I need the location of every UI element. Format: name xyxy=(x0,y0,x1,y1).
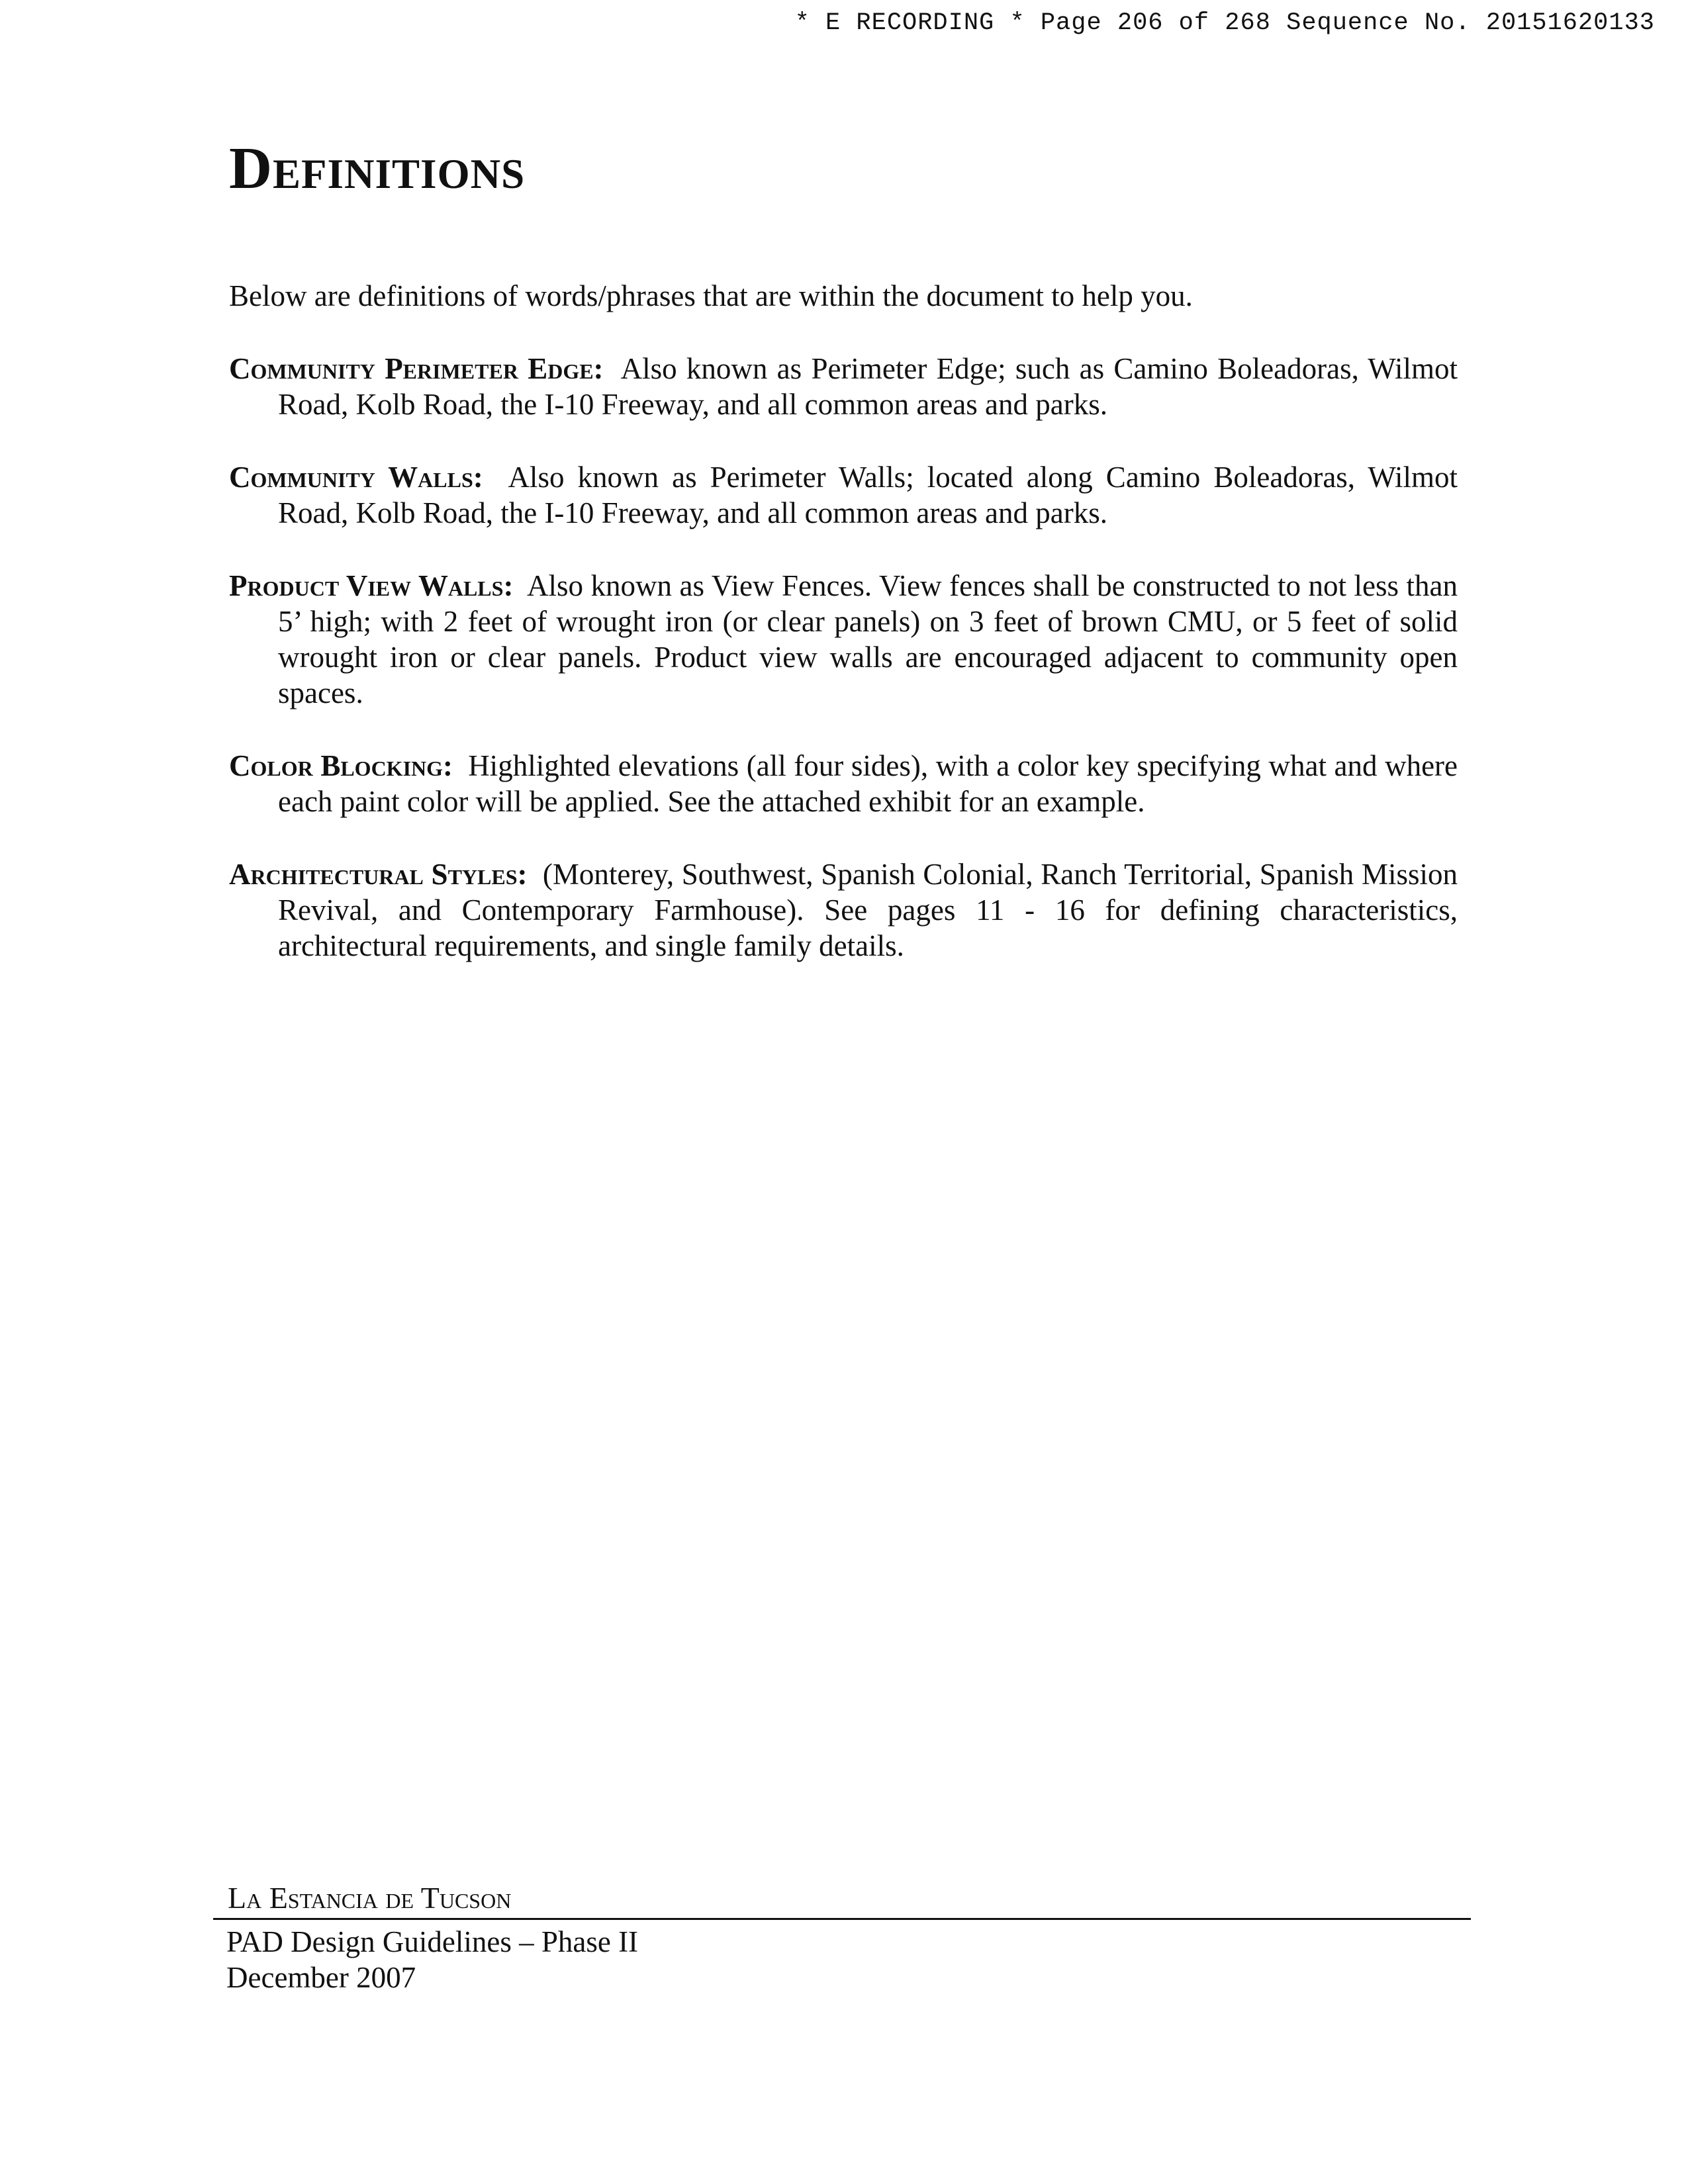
footer-project-name: La Estancia de Tucson xyxy=(228,1881,512,1915)
definition-text: Also known as Perimeter Edge; such as Camino Boleadoras, Wilmot Road, Kolb Road, the I-10 Freeway, and all common areas and parks. xyxy=(278,352,1458,421)
definition-term: Product View Walls: xyxy=(229,569,514,602)
definition-community-walls xyxy=(229,459,1458,531)
footer-document-name: PAD Design Guidelines – Phase II xyxy=(226,1925,639,1958)
definitions-list xyxy=(229,351,1458,1001)
recording-stamp: * E RECORDING * Page 206 of 268 Sequence No. 20151620133 xyxy=(794,9,1655,37)
footer-date: December 2007 xyxy=(226,1961,416,1994)
definition-term: Architectural Styles: xyxy=(229,858,528,891)
definition-text: Also known as Perimeter Walls; located along Camino Boleadoras, Wilmot Road, Kolb Road, the I-10 Freeway, and all common areas and parks. xyxy=(278,461,1458,529)
definition-product-view-walls xyxy=(229,568,1458,711)
definition-architectural-styles xyxy=(229,856,1458,964)
definition-community-perimeter-edge xyxy=(229,351,1458,422)
footer-divider xyxy=(213,1918,1471,1920)
definition-color-blocking xyxy=(229,748,1458,819)
definition-text: Highlighted elevations (all four sides), with a color key specifying what and where each paint color will be applied. See the attached exhibit for an example. xyxy=(278,749,1458,818)
definition-text: Also known as View Fences. View fences shall be constructed to not less than 5’ high; with 2 feet of wrought iron (or clear panels) on 3 feet of brown CMU, or 5 feet of solid wrought iron or clear panels. Product view walls are encouraged adjacent to community open spaces. xyxy=(278,569,1458,709)
page-footer xyxy=(225,1880,1470,1995)
definition-term: Community Walls: xyxy=(229,461,483,494)
definition-term: Color Blocking: xyxy=(229,749,453,782)
definition-text: (Monterey, Southwest, Spanish Colonial, Ranch Territorial, Spanish Mission Revival, and Contemporary Farmhouse). See pages 11 - 16 for defining characteristics, architectural requirements, and single family details. xyxy=(278,858,1458,962)
intro-text: Below are definitions of words/phrases that are within the document to help you. xyxy=(229,279,1193,312)
page-title: Definitions xyxy=(229,136,526,201)
definition-term: Community Perimeter Edge: xyxy=(229,352,604,385)
